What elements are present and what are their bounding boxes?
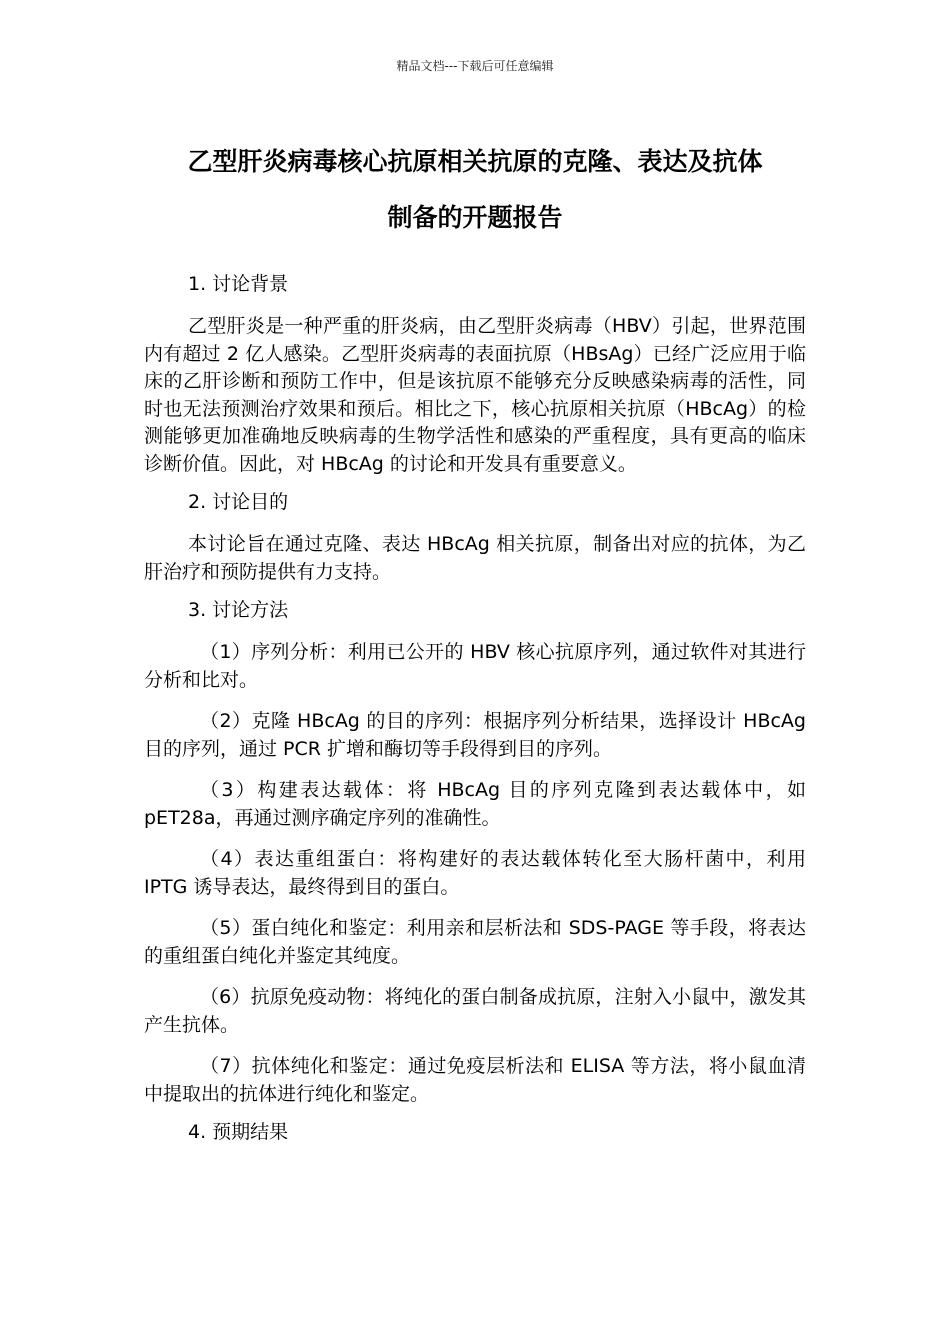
purpose-paragraph: 本讨论旨在通过克隆、表达 HBcAg 相关抗原，制备出对应的抗体，为乙肝治疗和预防提供有力支持。 [144, 533, 806, 583]
background-paragraph: 乙型肝炎是一种严重的肝炎病，由乙型肝炎病毒（HBV）引起，世界范围内有超过 2 亿人感染。乙型肝炎病毒的表面抗原（HBsAg）已经广泛应用于临床的乙肝诊断和预防工作中，但是该抗原不能够充分反映感染病毒的活性，同时也无法预测治疗效果和预后。相比之下，核心抗原相关抗原（HBcAg）的检测能够更加准确地反映病毒的生物学活性和感染的严重程度，具有更高的临床诊断价值。因此，对 HBcAg 的讨论和开发具有重要意义。 [144, 315, 806, 475]
spacer [144, 763, 806, 777]
method-step-3: （3）构建表达载体：将 HBcAg 目的序列克隆到表达载体中，如 pET28a，再通过测序确定序列的准确性。 [144, 779, 806, 829]
spacer [144, 1039, 806, 1053]
method-step-6: （6）抗原免疫动物：将纯化的蛋白制备成抗原，注射入小鼠中，激发其产生抗体。 [144, 986, 806, 1036]
spacer [144, 625, 806, 639]
document-title [120, 134, 830, 246]
title-line-2: 制备的开题报告 [387, 203, 563, 232]
method-step-1: （1）序列分析：利用已公开的 HBV 核心抗原序列，通过软件对其进行分析和比对。 [144, 641, 806, 691]
section-heading-background: 1. 讨论背景 [188, 273, 289, 295]
spacer [144, 970, 806, 984]
spacer [144, 832, 806, 846]
spacer [144, 478, 806, 487]
spacer [144, 1108, 806, 1117]
method-step-4: （4）表达重组蛋白：将构建好的表达载体转化至大肠杆菌中，利用 IPTG 诱导表达，最终得到目的蛋白。 [144, 848, 806, 898]
document-body [144, 269, 806, 1147]
section-heading-methods: 3. 讨论方法 [188, 599, 289, 621]
spacer [144, 586, 806, 595]
method-step-2: （2）克隆 HBcAg 的目的序列：根据序列分析结果，选择设计 HBcAg 目的序列，通过 PCR 扩增和酶切等手段得到目的序列。 [144, 710, 806, 760]
section-heading-purpose: 2. 讨论目的 [188, 491, 289, 513]
section-heading-results: 4. 预期结果 [188, 1121, 289, 1143]
method-step-5: （5）蛋白纯化和鉴定：利用亲和层析法和 SDS-PAGE 等手段，将表达的重组蛋白纯化并鉴定其纯度。 [144, 917, 806, 967]
header-note: 精品文档---下载后可任意编辑 [396, 59, 554, 73]
spacer [144, 901, 806, 915]
title-line-1: 乙型肝炎病毒核心抗原相关抗原的克隆、表达及抗体 [187, 147, 763, 176]
spacer [144, 694, 806, 708]
spacer [144, 299, 806, 313]
spacer [144, 517, 806, 531]
method-step-7: （7）抗体纯化和鉴定：通过免疫层析法和 ELISA 等方法，将小鼠血清中提取出的抗体进行纯化和鉴定。 [144, 1055, 806, 1105]
